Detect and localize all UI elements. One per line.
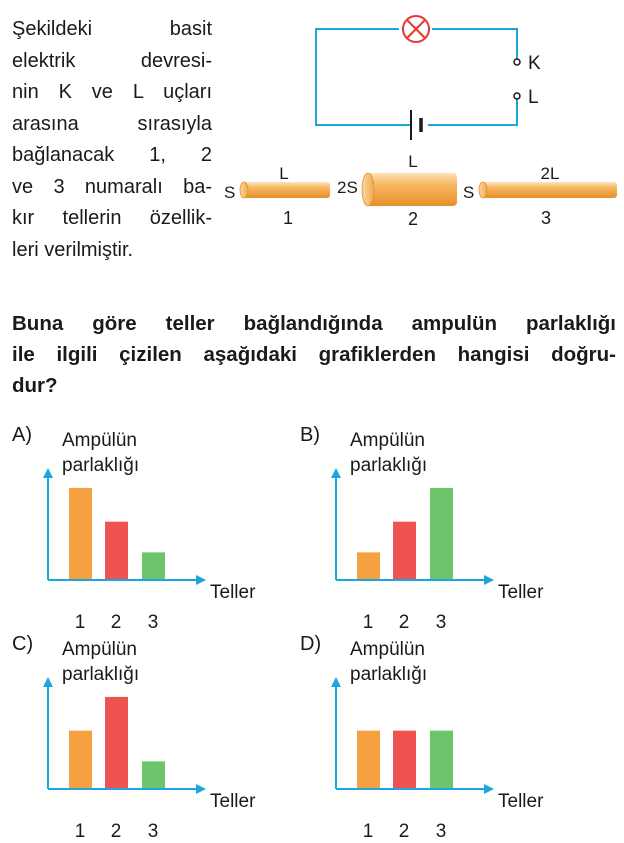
wire-2-length: L bbox=[408, 152, 418, 171]
bar-chart bbox=[12, 424, 312, 624]
x-axis-arrow-icon bbox=[484, 575, 494, 585]
wire-1-number: 1 bbox=[282, 208, 294, 228]
bar-2 bbox=[105, 522, 128, 580]
tick-label: 3 bbox=[147, 821, 159, 842]
option-letter: C) bbox=[12, 633, 34, 655]
tick-label: 3 bbox=[435, 821, 447, 842]
bar-1 bbox=[69, 731, 92, 789]
intro-line: leri verilmiştir. bbox=[12, 238, 134, 261]
option-a[interactable] bbox=[12, 424, 312, 633]
bar-3 bbox=[142, 761, 165, 789]
question-line: ile ilgili çizilen aşağıdaki grafiklerden hangisi doğru- bbox=[12, 343, 616, 366]
bar-1 bbox=[357, 731, 380, 789]
intro-line: ve 3 numaralı ba- bbox=[12, 175, 212, 198]
wire-2 bbox=[362, 173, 457, 206]
circuit-wires bbox=[316, 29, 517, 125]
x-axis-label: Teller bbox=[210, 582, 256, 603]
wire-1 bbox=[240, 182, 330, 198]
tick-label: 1 bbox=[362, 612, 374, 633]
x-axis-arrow-icon bbox=[484, 784, 494, 794]
bar-3 bbox=[430, 488, 453, 580]
terminal-k-dot bbox=[514, 59, 520, 65]
intro-line: bağlanacak 1, 2 bbox=[12, 144, 212, 166]
intro-line: nin K ve L uçları bbox=[12, 81, 212, 103]
intro-line: kır tellerin özellik- bbox=[12, 207, 212, 229]
battery-icon bbox=[411, 110, 421, 140]
bar-chart bbox=[300, 633, 600, 833]
tick-label: 2 bbox=[398, 612, 410, 633]
y-axis-arrow-icon bbox=[43, 677, 53, 687]
wire-1-cross-section: S bbox=[224, 183, 236, 202]
x-axis-label: Teller bbox=[498, 791, 544, 812]
wire-3 bbox=[479, 182, 617, 198]
tick-label: 1 bbox=[74, 612, 86, 633]
intro-line: arasına sırasıyla bbox=[12, 112, 212, 135]
tick-label: 3 bbox=[435, 612, 447, 633]
bar-1 bbox=[69, 488, 92, 580]
wire-2-cross-section: 2S bbox=[337, 178, 358, 197]
option-letter: A) bbox=[12, 424, 32, 446]
tick-label: 2 bbox=[110, 612, 122, 633]
wire-3-length: 2L bbox=[540, 164, 560, 183]
option-letter: B) bbox=[300, 424, 320, 446]
x-axis-arrow-icon bbox=[196, 784, 206, 794]
x-axis-label: Teller bbox=[498, 582, 544, 603]
option-b[interactable] bbox=[300, 424, 600, 633]
x-axis-label: Teller bbox=[210, 791, 256, 812]
question-line: dur? bbox=[12, 374, 58, 397]
y-axis-arrow-icon bbox=[43, 468, 53, 478]
y-axis-arrow-icon bbox=[331, 468, 341, 478]
bar-3 bbox=[142, 552, 165, 580]
bar-2 bbox=[105, 697, 128, 789]
wire-3-cross-section: S bbox=[463, 183, 475, 202]
option-d[interactable] bbox=[300, 633, 600, 842]
tick-label: 3 bbox=[147, 612, 159, 633]
option-c[interactable] bbox=[12, 633, 312, 842]
bar-chart bbox=[12, 633, 312, 833]
terminal-l-label: L bbox=[528, 87, 539, 108]
question-line: Buna göre teller bağlandığında ampulün parlaklığı bbox=[12, 312, 616, 335]
question-text bbox=[12, 308, 616, 401]
wire-3-number: 3 bbox=[540, 208, 552, 228]
intro-line: elektrik devresi- bbox=[12, 49, 212, 72]
tick-label: 1 bbox=[74, 821, 86, 842]
y-axis-label: Ampülün parlaklığı bbox=[350, 639, 428, 685]
bar-2 bbox=[393, 731, 416, 789]
wire-1-length: L bbox=[279, 164, 289, 183]
terminal-l-dot bbox=[514, 93, 520, 99]
bar-3 bbox=[430, 731, 453, 789]
bar-2 bbox=[393, 522, 416, 580]
option-letter: D) bbox=[300, 633, 322, 655]
wire-2-number: 2 bbox=[407, 209, 419, 229]
tick-label: 2 bbox=[398, 821, 410, 842]
y-axis-label: Ampülün parlaklığı bbox=[62, 639, 140, 685]
x-axis-arrow-icon bbox=[196, 575, 206, 585]
y-axis-label: Ampülün parlaklığı bbox=[350, 430, 428, 476]
tick-label: 2 bbox=[110, 821, 122, 842]
bar-chart bbox=[300, 424, 600, 624]
y-axis-arrow-icon bbox=[331, 677, 341, 687]
circuit-diagram bbox=[0, 0, 624, 290]
y-axis-label: Ampülün parlaklığı bbox=[62, 430, 140, 476]
bar-1 bbox=[357, 552, 380, 580]
lamp-icon bbox=[403, 16, 429, 42]
intro-line: Şekildeki basit bbox=[12, 18, 212, 40]
terminal-k-label: K bbox=[528, 53, 541, 74]
tick-label: 1 bbox=[362, 821, 374, 842]
